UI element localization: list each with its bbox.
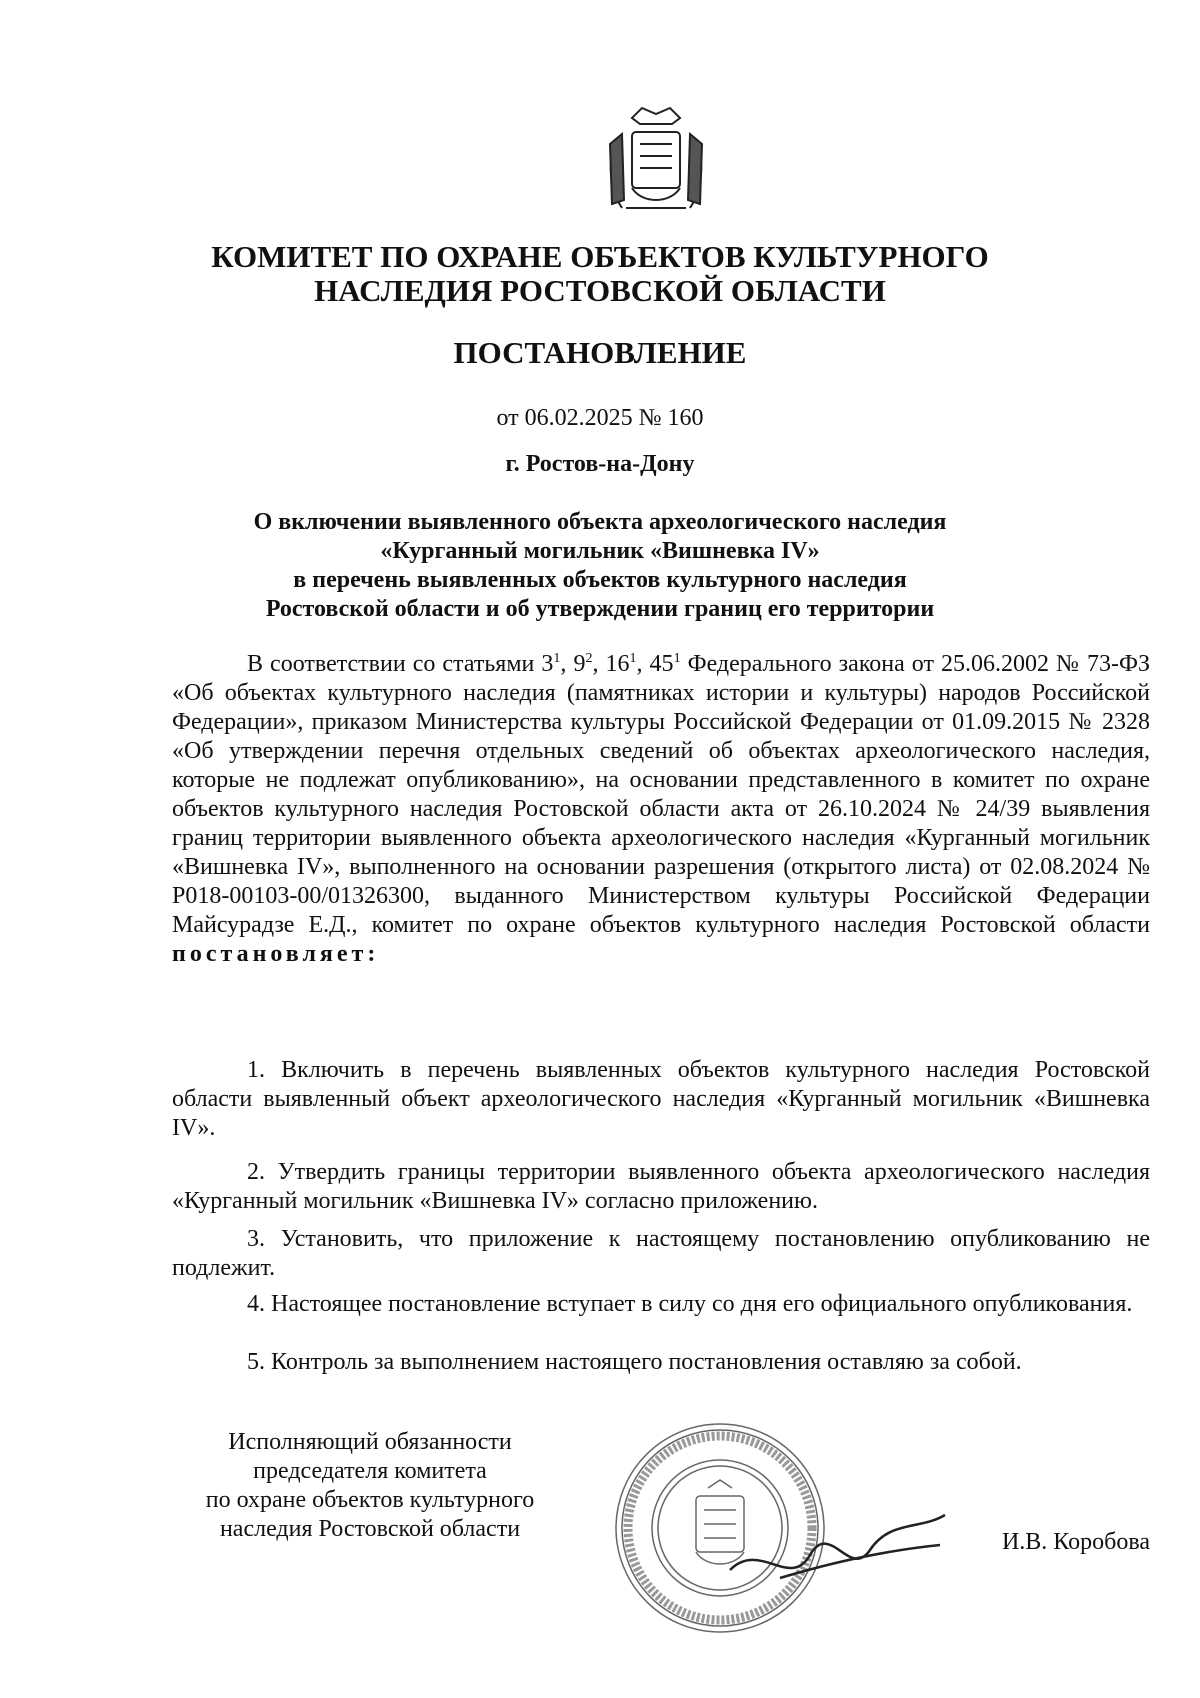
document-date-number: от 06.02.2025 № 160 <box>496 405 704 431</box>
document-subject <box>0 508 1200 624</box>
handwritten-signature <box>720 1500 950 1600</box>
signer-name: И.В. Коробова <box>1001 1529 1150 1555</box>
subject-line: Ростовской области и об утверждении границ его территории <box>265 596 935 622</box>
item-1: 1. Включить в перечень выявленных объектов культурного наследия Ростовской области выявленный объект археологического наследия «Курганный могильник «Вишневка IV». <box>172 1057 1150 1141</box>
subject-line: в перечень выявленных объектов культурного наследия <box>293 567 907 593</box>
subject-line: О включении выявленного объекта археологического наследия <box>253 509 947 535</box>
item-3: 3. Установить, что приложение к настоящему постановлению опубликованию не подлежит. <box>172 1226 1150 1281</box>
coat-of-arms-emblem <box>602 100 710 218</box>
organization-name: КОМИТЕТ ПО ОХРАНЕ ОБЪЕКТОВ КУЛЬТУРНОГО НАСЛЕДИЯ РОСТОВСКОЙ ОБЛАСТИ <box>211 239 989 308</box>
signer-title: Исполняющий обязанности председателя комитета по охране объектов культурного наследия Ростовской области <box>205 1429 535 1542</box>
decree-word: постановляет: <box>172 941 380 967</box>
item-5: 5. Контроль за выполнением настоящего постановления оставляю за собой. <box>247 1349 1022 1375</box>
subject-line: «Курганный могильник «Вишневка IV» <box>380 538 820 564</box>
document-type: ПОСТАНОВЛЕНИЕ <box>453 335 747 370</box>
item-2: 2. Утвердить границы территории выявленного объекта археологического наследия «Курганный могильник «Вишневка IV» согласно приложению. <box>172 1159 1150 1214</box>
document-city: г. Ростов-на-Дону <box>505 451 695 477</box>
intro-paragraph: В соответствии со статьями $3^1$, $9^2$, $16^1$, $45^1$ Федерального закона от 25.06.2002 № 73-ФЗ «Об объектах культурного наследия (памятниках истории и культуры) народов Российской Федерации», приказом Министерства культуры Российской Федерации от 01.09.2015 № 2328 «Об утверждении перечня отдельных сведений об объектах археологического наследия, которые не подлежат опубликованию», на основании представленного в комитет по охране объектов культурного наследия Ростовской области акта от 26.10.2024 № 24/39 выявления границ территории выявленного объекта археологического наследия «Курганный могильник «Вишневка IV», выполненного на основании разрешения (открытого листа) от 02.08.2024 № Р018-00103-00/01326300, выданного Министерством культуры Российской Федерации Майсурадзе Е.Д., комитет по охране объектов культурного наследия Ростовской области постановляет: <box>172 651 1151 967</box>
item-4: 4. Настоящее постановление вступает в силу со дня его официального опубликования. <box>247 1291 1133 1317</box>
